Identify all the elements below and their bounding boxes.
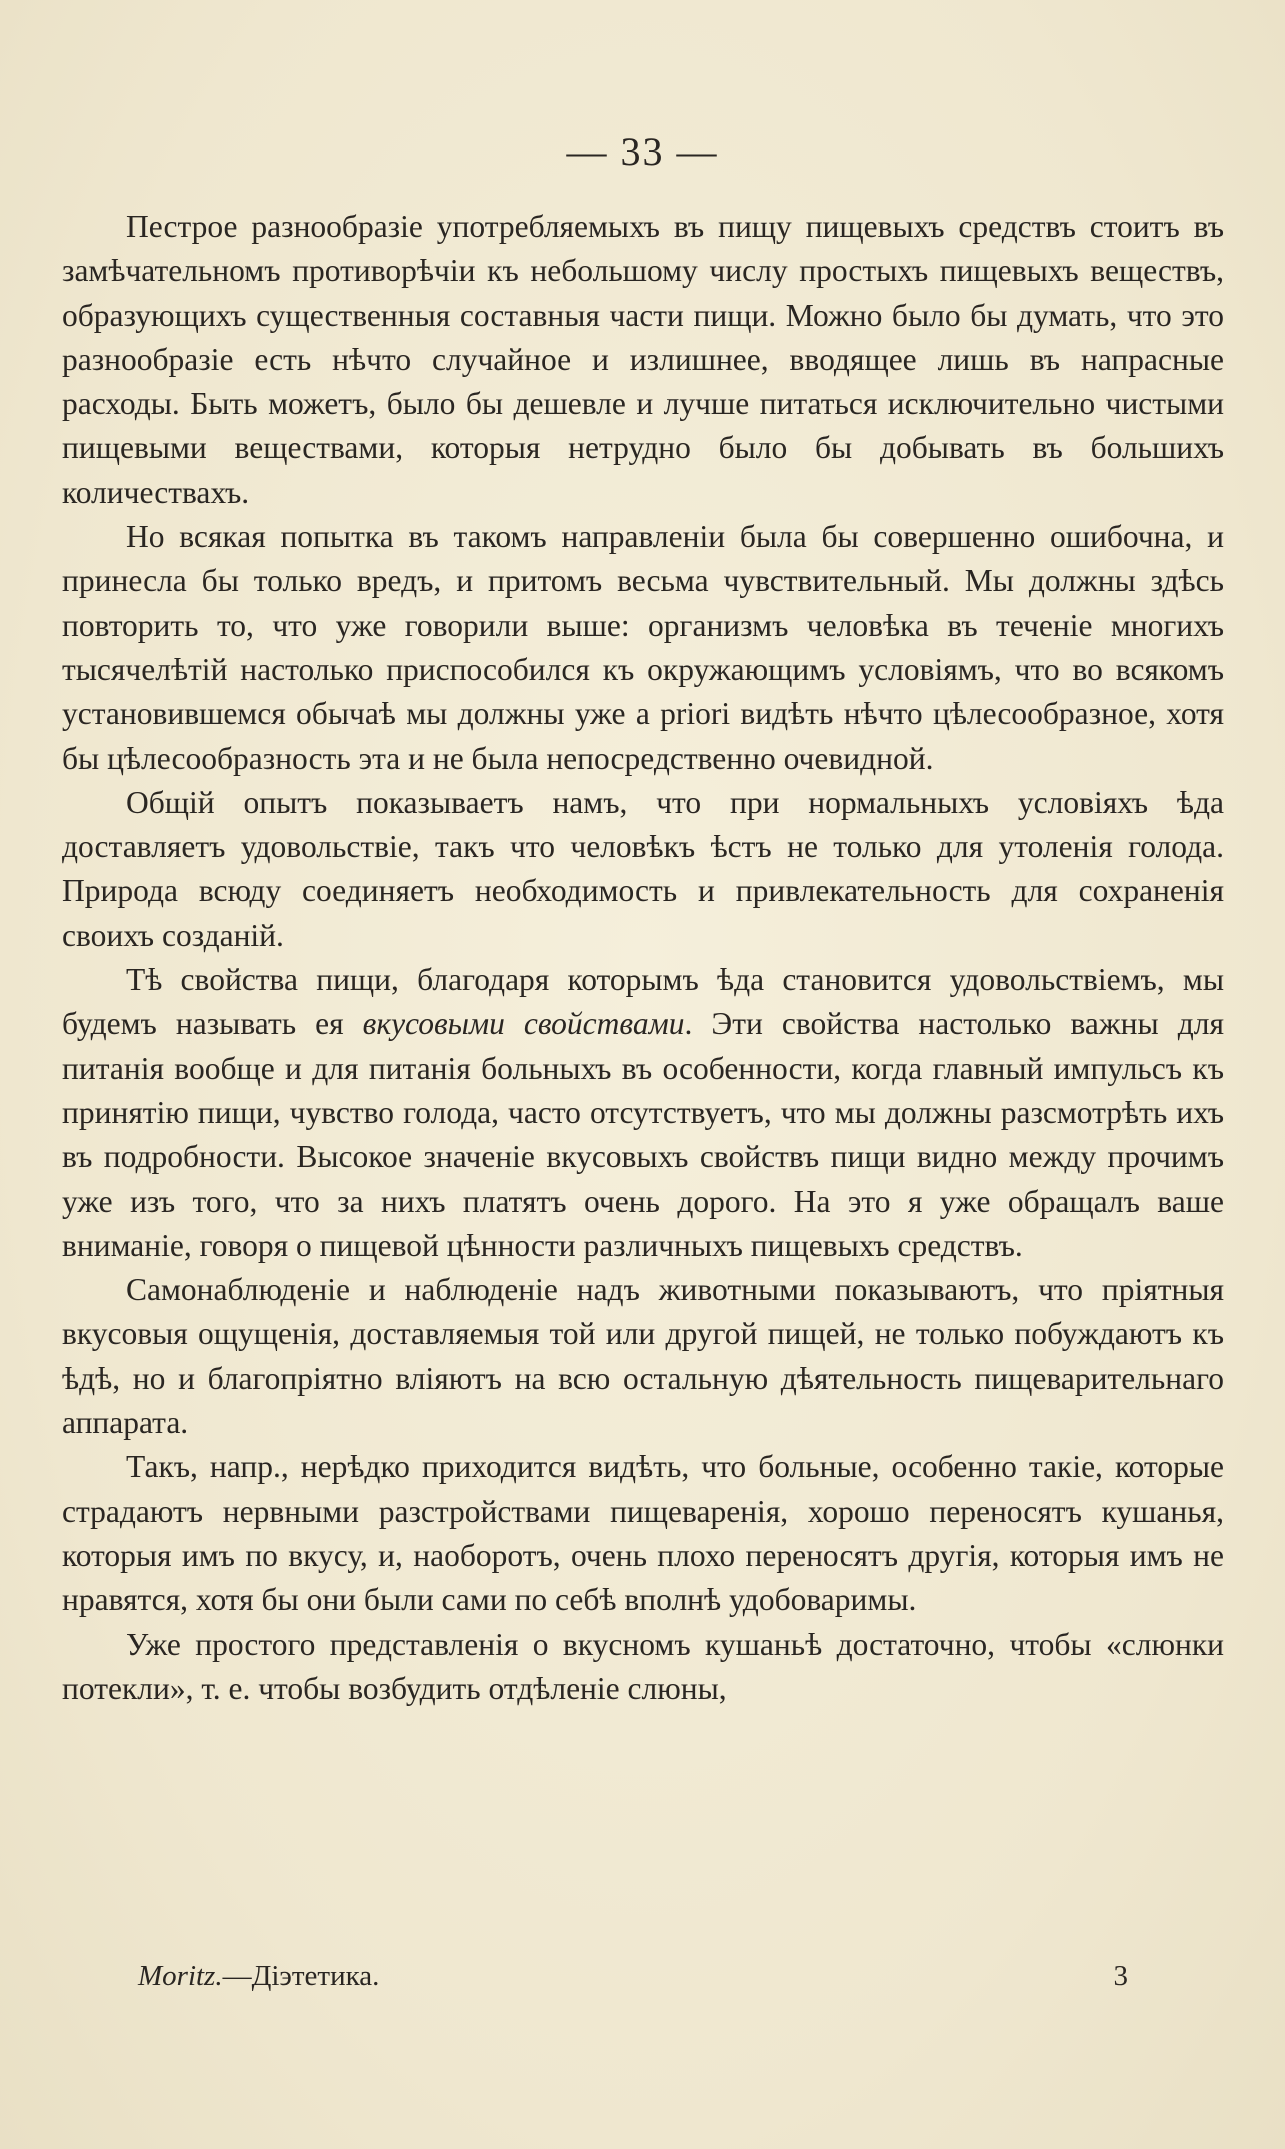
paragraph-5: Самонаблюденіе и наблюденіе надъ животными показываютъ, что пріятныя вкусовыя ощущенія, доставляемыя той или другой пищей, не только побуждаютъ къ ѣдѣ, но и благопріятно вліяютъ на всю остальную дѣятельность пищеварительнаго аппарата. (62, 1272, 1224, 1441)
page-number: — 33 — (566, 129, 719, 174)
paragraph-4-text-before: Тѣ свойства пищи, благодаря которымъ ѣда становится удовольствіемъ, мы будемъ называть ея (62, 962, 1224, 1042)
paragraph-4 (62, 958, 1224, 1268)
paragraph-2: Но всякая попытка въ такомъ направленіи была бы совершенно ошибочна, и принесла бы только вредъ, и притомъ весьма чувствительный. Мы должны здѣсь повторить то, что уже говорили выше: организмъ человѣка въ теченіе многихъ тысячелѣтій настолько приспособился къ окружающимъ условіямъ, что во всякомъ установившемся обычаѣ мы должны уже a priori видѣть нѣчто цѣлесообразное, хотя бы цѣлесообразность эта и не была непосредственно очевидной. (62, 519, 1224, 776)
paragraph-1: Пестрое разнообразіе употребляемыхъ въ пищу пищевыхъ средствъ стоитъ въ замѣчательномъ противорѣчіи къ небольшому числу простыхъ пищевыхъ веществъ, образующихъ существенныя составныя части пищи. Можно было бы думать, что это разнообразіе есть нѣчто случайное и излишнее, вводящее лишь въ напрасные расходы. Быть можетъ, было бы дешевле и лучше питаться исключительно чистыми пищевыми веществами, которыя нетрудно было бы добывать въ большихъ количествахъ. (62, 209, 1224, 510)
paragraph-3: Общій опытъ показываетъ намъ, что при нормальныхъ условіяхъ ѣда доставляетъ удовольствіе, такъ что человѣкъ ѣстъ не только для утоленія голода. Природа всюду соединяетъ необходимость и привлекательность для сохраненія своихъ созданій. (62, 784, 1224, 953)
paragraph-4-text-after: . Эти свойства настолько важны для питанія вообще и для питанія больныхъ въ особенности, когда главный импульсъ къ принятію пищи, чувство голода, часто отсутствуетъ, что мы должны разсмотрѣть ихъ въ подробности. Высокое значеніе вкусовыхъ свойствъ пищи видно между прочимъ уже изъ того, что за нихъ платятъ очень дорого. На это я уже обращалъ ваше вниманіе, говоря о пищевой цѣнности различныхъ пищевыхъ средствъ. (62, 1006, 1224, 1263)
paragraph-6: Такъ, напр., нерѣдко приходится видѣть, что больные, особенно такіе, которые страдаютъ нервными разстройствами пищеваренія, хорошо переносятъ кушанья, которыя имъ по вкусу, и, наоборотъ, очень плохо переносятъ другія, которыя имъ не нравятся, хотя бы они были сами по себѣ вполнѣ удобоваримы. (62, 1449, 1224, 1618)
signature-mark: 3 (1113, 1960, 1128, 1992)
footer-author: Moritz. (138, 1960, 223, 1992)
emphasis-taste-properties: вкусовыми свойствами (362, 1006, 685, 1042)
footer-title: —Діэтетика. (222, 1960, 380, 1992)
paragraph-7: Уже простого представленія о вкусномъ кушаньѣ достаточно, чтобы «слюнки потекли», т. е. чтобы возбудить отдѣленіе слюны, (62, 1626, 1224, 1706)
body-text (62, 205, 1224, 1711)
page-footer (138, 1960, 1128, 1993)
